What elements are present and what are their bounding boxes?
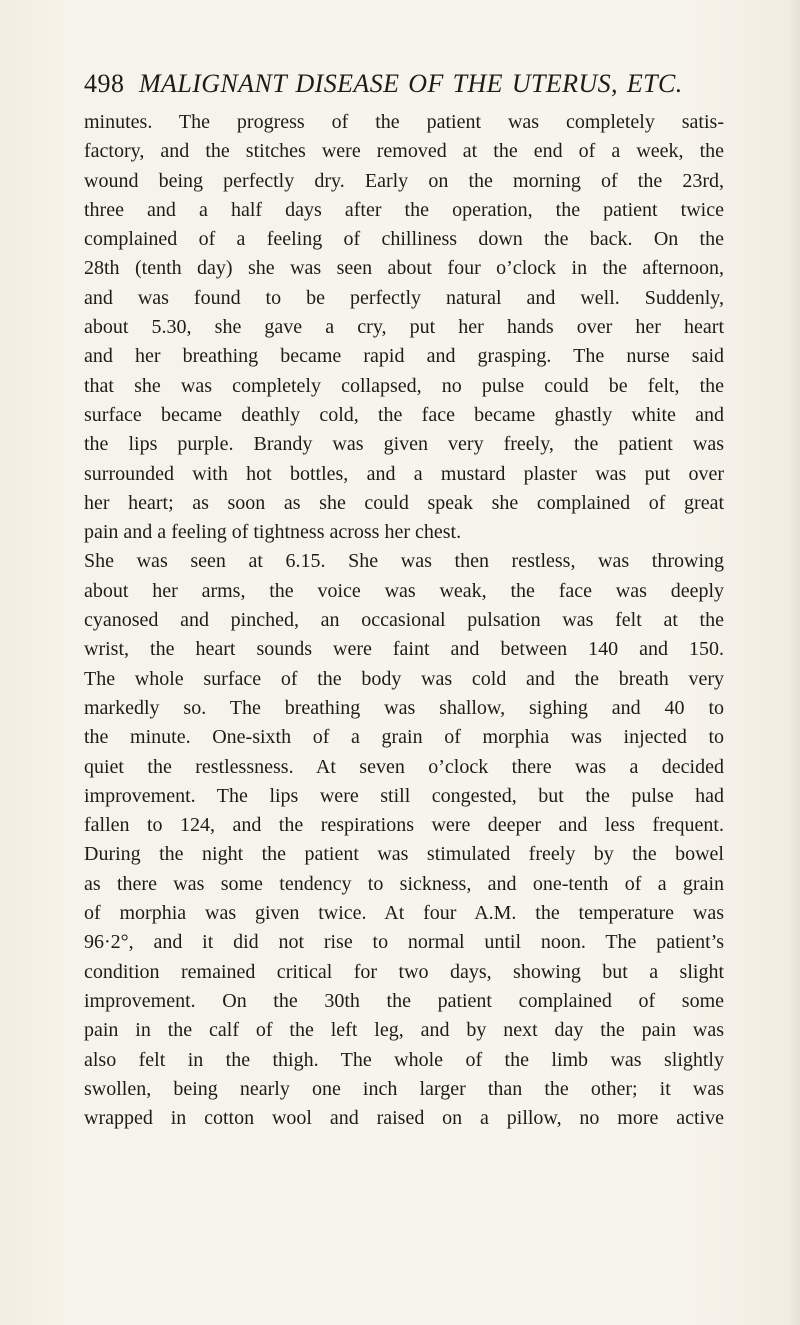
running-title: MALIGNANT DISEASE OF THE UTERUS, ETC. xyxy=(139,69,683,98)
text-line: factory, and the stitches were removed at the end of a week, the xyxy=(84,140,724,163)
text-line: 28th (tenth day) she was seen about four o’clock in the afternoon, xyxy=(84,257,724,280)
text-line: pain and a feeling of tightness across her chest. xyxy=(84,521,462,544)
text-line: wrapped in cotton wool and raised on a pillow, no more active xyxy=(84,1107,724,1130)
text-line: markedly so. The breathing was shallow, sighing and 40 to xyxy=(84,696,724,719)
text-line: During the night the patient was stimulated freely by the bowel xyxy=(84,843,724,866)
text-line: about her arms, the voice was weak, the face was deeply xyxy=(84,579,724,602)
text-line: wrist, the heart sounds were faint and between 140 and 150. xyxy=(84,638,724,661)
text-line: surface became deathly cold, the face became ghastly white and xyxy=(84,403,724,426)
text-line: 96·2°, and it did not rise to normal until noon. The patient’s xyxy=(84,931,724,954)
text-line: pain in the calf of the left leg, and by next day the pain was xyxy=(84,1019,724,1042)
text-line: three and a half days after the operation, the patient twice xyxy=(84,198,724,221)
text-line: also felt in the thigh. The whole of the limb was slightly xyxy=(84,1048,724,1071)
text-line: improvement. On the 30th the patient complained of some xyxy=(84,989,724,1012)
text-line: that she was completely collapsed, no pulse could be felt, the xyxy=(84,374,724,397)
page-edge-shadow xyxy=(788,0,800,1325)
text-line: surrounded with hot bottles, and a mustard plaster was put over xyxy=(84,462,724,485)
text-line: her heart; as soon as she could speak she complained of great xyxy=(84,491,724,514)
text-line: the lips purple. Brandy was given very freely, the patient was xyxy=(84,433,724,456)
text-line: improvement. The lips were still congested, but the pulse had xyxy=(84,784,724,807)
text-line: and her breathing became rapid and grasping. The nurse said xyxy=(84,345,724,368)
text-line: cyanosed and pinched, an occasional pulsation was felt at the xyxy=(84,609,724,632)
text-line: condition remained critical for two days, showing but a slight xyxy=(84,960,724,983)
text-line: swollen, being nearly one inch larger than the other; it was xyxy=(84,1077,724,1100)
text-line: complained of a feeling of chilliness down the back. On the xyxy=(84,228,724,251)
text-line: quiet the restlessness. At seven o’clock there was a decided xyxy=(84,755,724,778)
text-line: and was found to be perfectly natural and well. Suddenly, xyxy=(84,286,724,309)
text-line: as there was some tendency to sickness, and one-tenth of a grain xyxy=(84,872,724,895)
text-line: about 5.30, she gave a cry, put her hands over her heart xyxy=(84,316,724,339)
page-header xyxy=(84,66,724,102)
text-line: the minute. One-sixth of a grain of morphia was injected to xyxy=(84,726,724,749)
text-line: The whole surface of the body was cold and the breath very xyxy=(84,667,724,690)
text-line: She was seen at 6.15. She was then restless, was throwing xyxy=(84,550,724,573)
page-number: 498 xyxy=(84,69,125,98)
text-line: of morphia was given twice. At four A.M. the temperature was xyxy=(84,902,724,925)
text-line: minutes. The progress of the patient was completely satis- xyxy=(84,111,724,133)
text-line: fallen to 124, and the respirations were deeper and less frequent. xyxy=(84,814,724,837)
body-text xyxy=(84,108,724,1133)
text-line: wound being perfectly dry. Early on the morning of the 23rd, xyxy=(84,169,724,192)
